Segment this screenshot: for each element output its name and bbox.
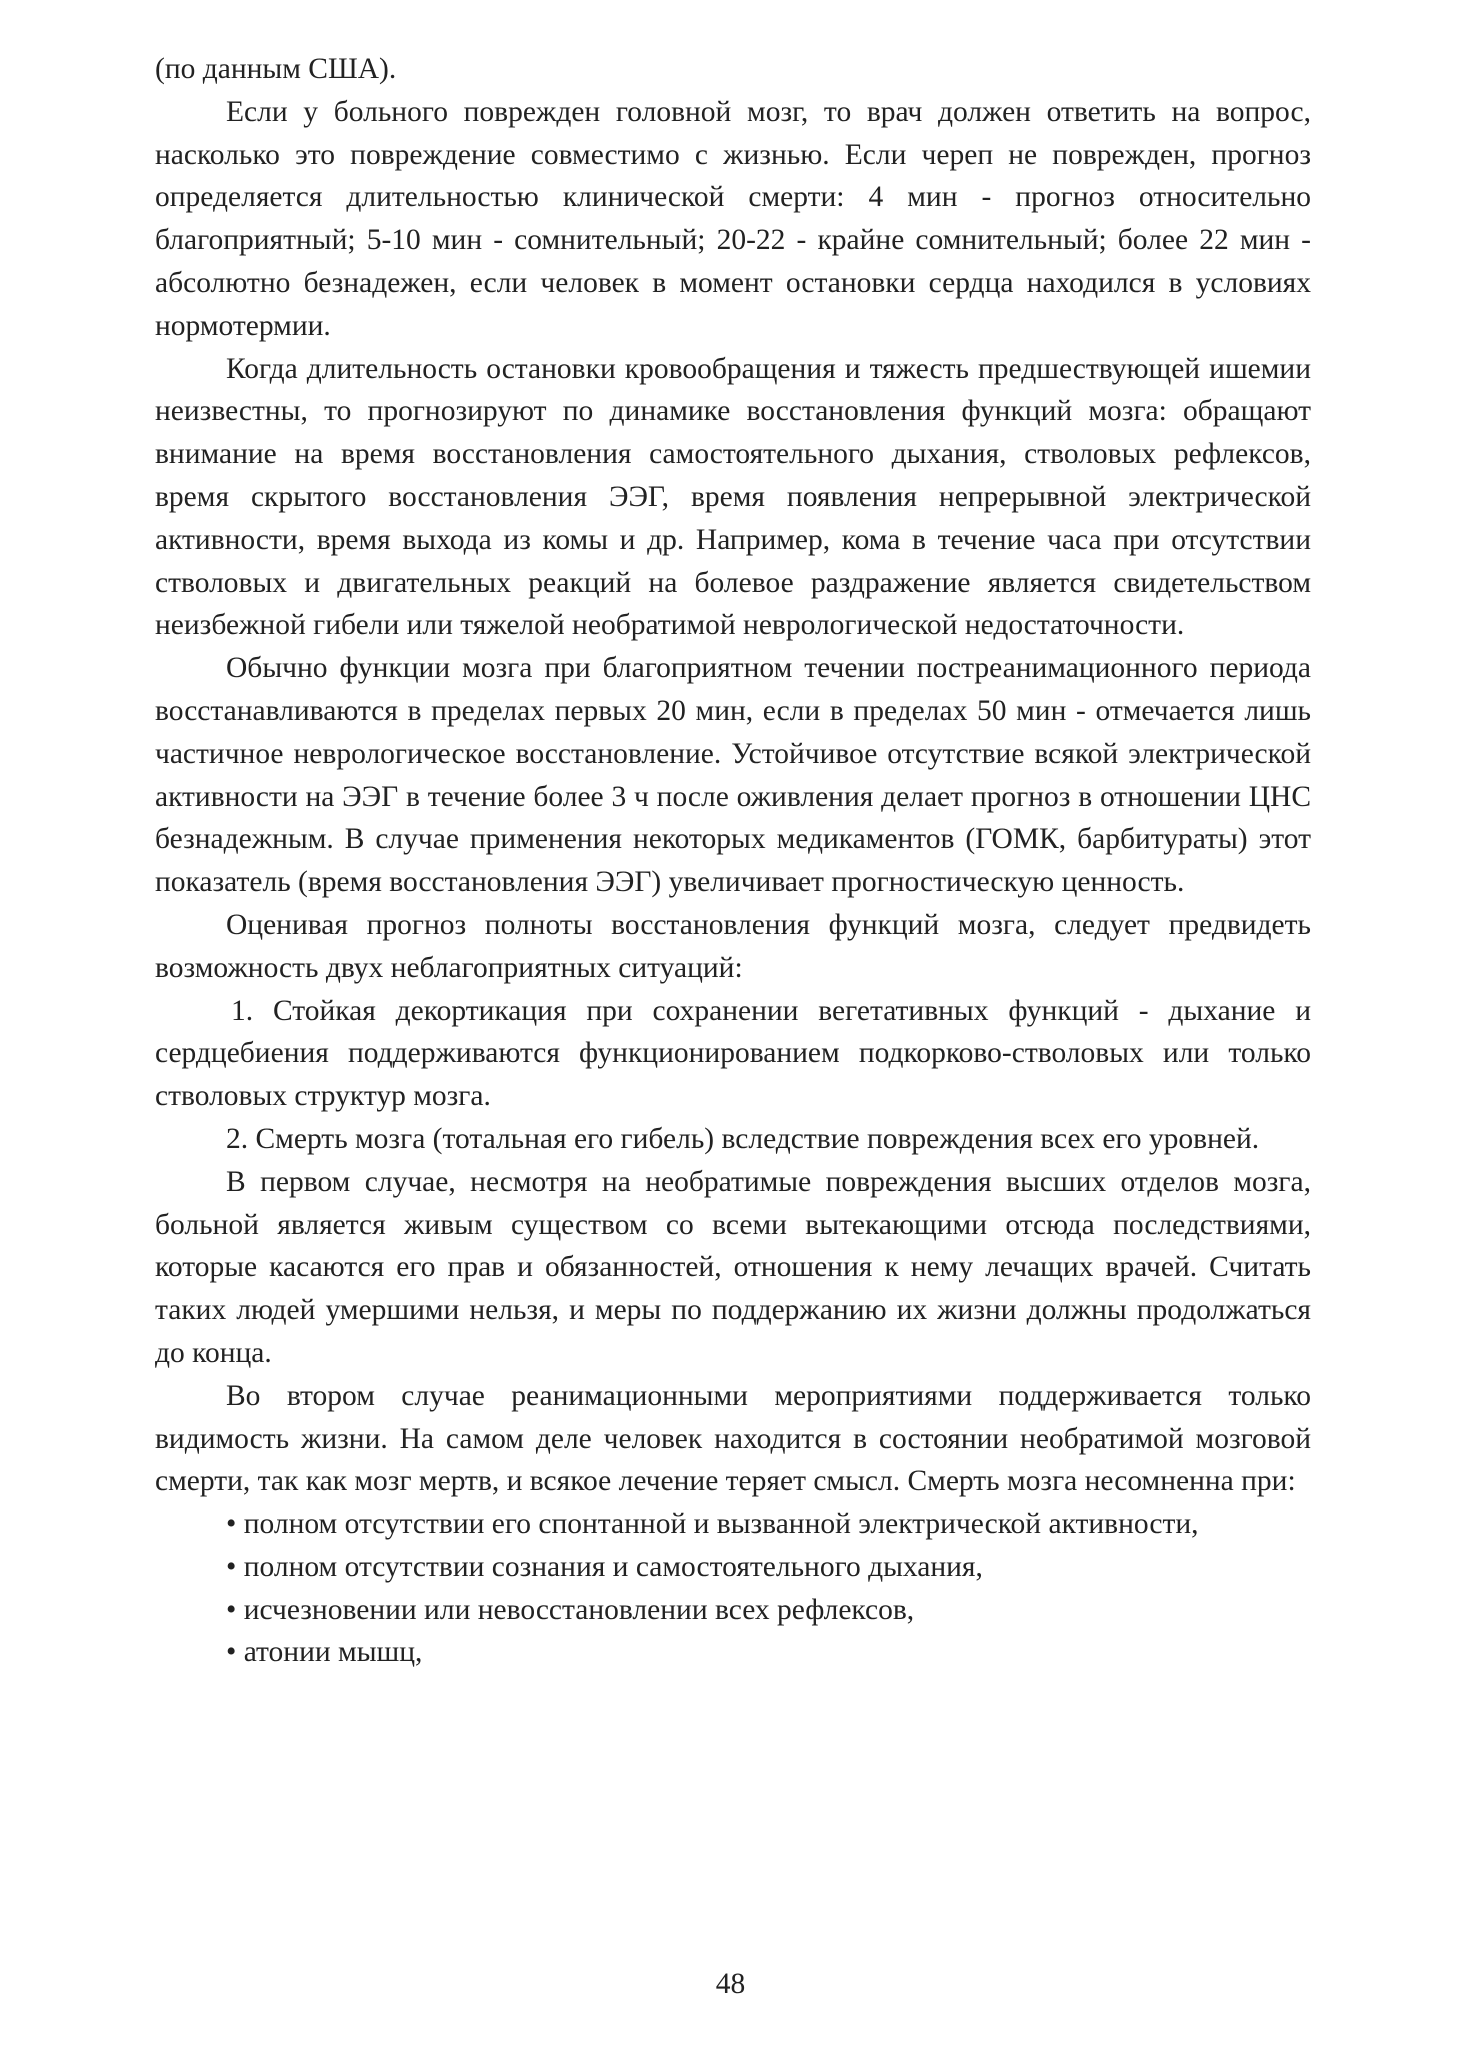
- paragraph-two-situations-intro: Оценивая прогноз полноты восстановления функций мозга, следует предвидеть возможность двух неблагоприятных ситуаций:: [155, 908, 1311, 984]
- body-text: [155, 48, 1311, 1674]
- bullet-item-reflexes: • исчезновении или невосстановлении всех рефлексов,: [226, 1593, 915, 1626]
- list-item-brain-death: 2. Смерть мозга (тотальная его гибель) вследствие повреждения всех его уровней.: [226, 1122, 1260, 1155]
- paragraph-unknown-duration: Когда длительность остановки кровообращения и тяжесть предшествующей ишемии неизвестны, то прогнозируют по динамике восстановления функций мозга: обращают внимание на время восстановления самостоятельного дыхания, стволовых рефлексов, время скрытого восстановления ЭЭГ, время появления непрерывной электрической активности, время выхода из комы и др. Например, кома в течение часа при отсутствии стволовых и двигательных реакций на болевое раздражение является свидетельством неизбежной гибели или тяжелой необратимой неврологической недостаточности.: [155, 352, 1311, 642]
- paragraph-source-note: (по данным США).: [155, 53, 397, 85]
- page-number: 48: [715, 1968, 746, 2000]
- bullet-item-electrical-activity: • полном отсутствии его спонтанной и вызванной электрической активности,: [226, 1508, 1199, 1541]
- paragraph-brain-damage-prognosis: Если у больного поврежден головной мозг, то врач должен ответить на вопрос, насколько это повреждение совместимо с жизнью. Если череп не поврежден, прогноз определяется длительностью клинической смерти: 4 мин - прогноз относительно благоприятный; 5-10 мин - сомнительный; 20-22 - крайне сомнительный; более 22 мин - абсолютно безнадежен, если человек в момент остановки сердца находился в условиях нормотермии.: [155, 95, 1311, 342]
- bullet-item-consciousness: • полном отсутствии сознания и самостоятельного дыхания,: [226, 1550, 983, 1583]
- list-item-decortication: 1. Стойкая декортикация при сохранении вегетативных функций - дыхание и сердцебиения поддерживаются функционированием подкорково-стволовых или только стволовых структур мозга.: [155, 994, 1311, 1113]
- paragraph-first-case: В первом случае, несмотря на необратимые повреждения высших отделов мозга, больной является живым существом со всеми вытекающими отсюда последствиями, которые касаются его прав и обязанностей, отношения к нему лечащих врачей. Считать таких людей умершими нельзя, и меры по поддержанию их жизни должны продолжаться до конца.: [155, 1165, 1311, 1369]
- paragraph-recovery-timing: Обычно функции мозга при благоприятном течении постреанимационного периода восстанавливаются в пределах первых 20 мин, если в пределах 50 мин - отмечается лишь частичное неврологическое восстановление. Устойчивое отсутствие всякой электрической активности на ЭЭГ в течение более 3 ч после оживления делает прогноз в отношении ЦНС безнадежным. В случае применения некоторых медикаментов (ГОМК, барбитураты) этот показатель (время восстановления ЭЭГ) увеличивает прогностическую ценность.: [155, 652, 1311, 899]
- paragraph-second-case: Во втором случае реанимационными мероприятиями поддерживается только видимость жизни. На самом деле человек находится в состоянии необратимой мозговой смерти, так как мозг мертв, и всякое лечение теряет смысл. Смерть мозга несомненна при:: [155, 1379, 1311, 1498]
- bullet-item-muscle-atony: • атонии мышц,: [226, 1636, 423, 1669]
